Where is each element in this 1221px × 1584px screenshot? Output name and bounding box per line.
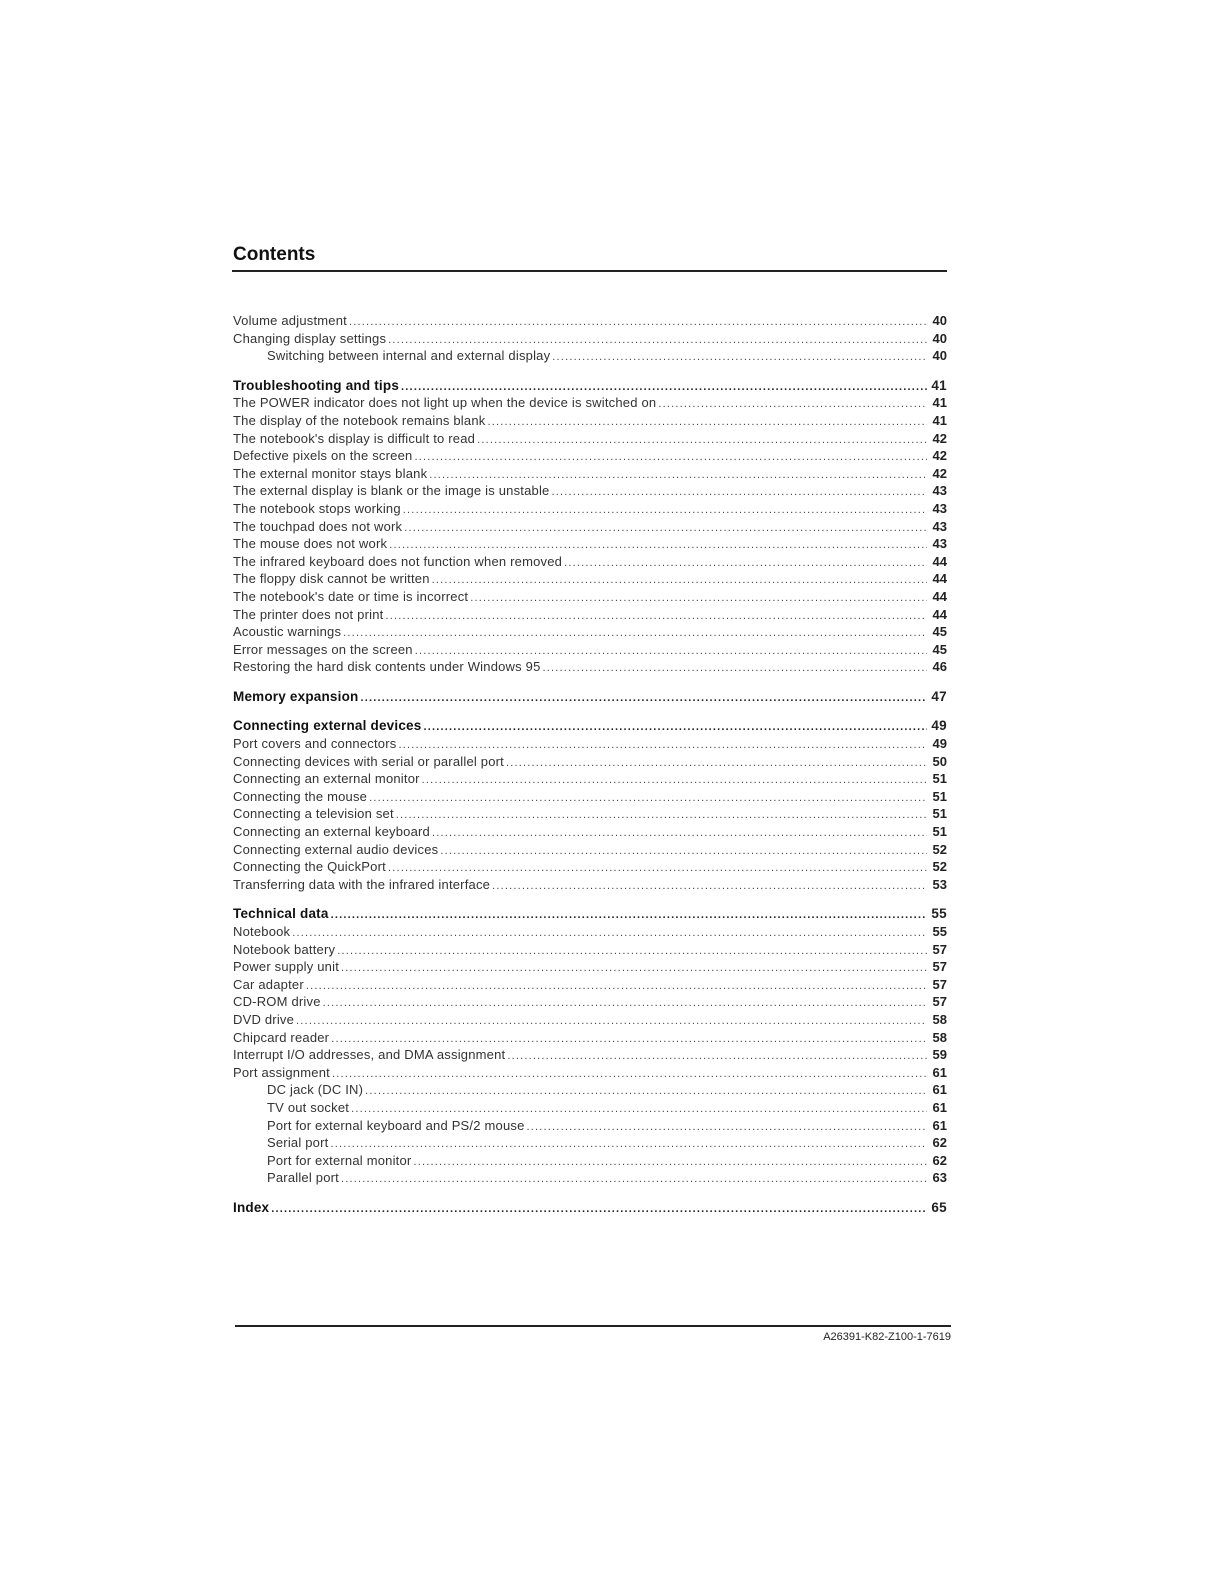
toc-entry-label: The mouse does not work	[233, 536, 388, 552]
dot-leader	[360, 690, 927, 708]
toc-entry-label: Connecting devices with serial or parallel port	[233, 753, 504, 769]
dot-leader	[432, 825, 927, 843]
table-of-contents	[233, 312, 947, 1217]
toc-page-number: 51	[932, 788, 947, 804]
toc-entry-label: Interrupt I/O addresses, and DMA assignment	[233, 1047, 506, 1063]
toc-section-entry[interactable]	[233, 1199, 947, 1217]
toc-entry-label: TV out socket	[267, 1099, 350, 1115]
dot-leader	[341, 1171, 927, 1189]
toc-entry-label: Error messages on the screen	[233, 641, 413, 657]
page-title: Contents	[233, 244, 316, 265]
toc-page-number: 40	[932, 348, 947, 364]
toc-entry-label: The infrared keyboard does not function when removed	[233, 553, 563, 569]
toc-page-number: 61	[932, 1082, 947, 1098]
toc-entry[interactable]	[233, 1134, 947, 1152]
dot-leader	[323, 995, 927, 1013]
toc-page-number: 41	[931, 377, 947, 393]
toc-page-number: 44	[932, 571, 947, 587]
toc-entry[interactable]	[233, 841, 947, 859]
dot-leader	[337, 943, 927, 961]
dot-leader	[543, 660, 927, 678]
toc-entry[interactable]	[233, 958, 947, 976]
toc-page-number: 59	[932, 1047, 947, 1063]
toc-page-number: 46	[932, 659, 947, 675]
dot-leader	[369, 790, 927, 808]
toc-page-number: 43	[932, 536, 947, 552]
toc-entry-label: The notebook's date or time is incorrect	[233, 588, 469, 604]
toc-page-number: 53	[932, 876, 947, 892]
toc-entry[interactable]	[233, 1152, 947, 1170]
toc-entry-label: Car adapter	[233, 976, 304, 992]
toc-entry[interactable]	[233, 1169, 947, 1187]
toc-page-number: 61	[932, 1064, 947, 1080]
toc-entry[interactable]	[233, 394, 947, 412]
toc-page-number: 49	[931, 718, 947, 734]
toc-page-number: 45	[932, 641, 947, 657]
dot-leader	[432, 572, 927, 590]
dot-leader	[306, 978, 927, 996]
document-code: A26391-K82-Z100-1-7619	[823, 1331, 951, 1343]
dot-leader	[349, 314, 927, 332]
toc-entry-label: Parallel port	[267, 1170, 339, 1186]
toc-entry[interactable]	[233, 993, 947, 1011]
toc-page-number: 44	[932, 588, 947, 604]
toc-entry-label: Defective pixels on the screen	[233, 448, 413, 464]
dot-leader	[330, 1136, 927, 1154]
toc-entry-label: Connecting an external keyboard	[233, 824, 430, 840]
dot-leader	[552, 349, 927, 367]
dot-leader	[470, 590, 927, 608]
toc-entry[interactable]	[233, 447, 947, 465]
toc-page-number: 40	[932, 313, 947, 328]
dot-leader	[506, 755, 927, 773]
toc-page-number: 42	[932, 430, 947, 446]
toc-entry[interactable]	[233, 1081, 947, 1099]
toc-entry-label: The floppy disk cannot be written	[233, 571, 430, 587]
toc-entry-label: The external monitor stays blank	[233, 465, 428, 481]
dot-leader	[477, 432, 927, 450]
toc-entry[interactable]	[233, 312, 947, 330]
toc-page-number: 42	[932, 448, 947, 464]
toc-entry[interactable]	[233, 1029, 947, 1047]
toc-entry-label: The display of the notebook remains blank	[233, 412, 486, 428]
toc-entry[interactable]	[233, 823, 947, 841]
toc-entry[interactable]	[233, 658, 947, 676]
toc-page-number: 57	[932, 976, 947, 992]
toc-entry[interactable]	[233, 1046, 947, 1064]
footer-rule	[235, 1325, 951, 1327]
header-rule	[232, 270, 947, 272]
dot-leader	[292, 925, 927, 943]
dot-leader	[296, 1013, 927, 1031]
dot-leader	[413, 1154, 927, 1172]
toc-entry[interactable]	[233, 347, 947, 365]
toc-page-number: 62	[932, 1135, 947, 1151]
toc-page-number: 43	[932, 500, 947, 516]
toc-entry[interactable]	[233, 1099, 947, 1117]
dot-leader	[527, 1119, 927, 1137]
toc-section-entry[interactable]	[233, 905, 947, 923]
dot-leader	[332, 1066, 927, 1084]
toc-entry[interactable]	[233, 482, 947, 500]
toc-entry[interactable]	[233, 623, 947, 641]
dot-leader	[385, 608, 927, 626]
toc-page-number: 45	[932, 624, 947, 640]
toc-entry[interactable]	[233, 858, 947, 876]
toc-entry[interactable]	[233, 941, 947, 959]
toc-entry[interactable]	[233, 500, 947, 518]
toc-entry-label: The POWER indicator does not light up when the device is switched on	[233, 395, 657, 411]
toc-page-number: 40	[932, 330, 947, 346]
dot-leader	[365, 1083, 927, 1101]
toc-entry-label: Notebook	[233, 924, 291, 939]
toc-entry[interactable]	[233, 606, 947, 624]
toc-page-number: 61	[932, 1099, 947, 1115]
dot-leader	[341, 960, 927, 978]
dot-leader	[404, 520, 927, 538]
toc-entry[interactable]	[233, 518, 947, 536]
toc-entry-label: Connecting an external monitor	[233, 771, 420, 787]
toc-page-number: 58	[932, 1011, 947, 1027]
dot-leader	[271, 1201, 927, 1219]
toc-entry-label: DVD drive	[233, 1011, 295, 1027]
toc-page-number: 41	[932, 395, 947, 411]
toc-entry[interactable]	[233, 753, 947, 771]
toc-page-number: 63	[932, 1170, 947, 1186]
toc-page-number: 65	[931, 1199, 947, 1215]
toc-entry[interactable]	[233, 770, 947, 788]
toc-entry-label: Port assignment	[233, 1064, 330, 1080]
toc-entry-label: Power supply unit	[233, 959, 340, 975]
dot-leader	[492, 878, 927, 896]
toc-page-number: 52	[932, 859, 947, 875]
toc-page-number: 42	[932, 465, 947, 481]
dot-leader	[414, 449, 927, 467]
toc-page-number: 44	[932, 606, 947, 622]
toc-entry[interactable]	[233, 805, 947, 823]
dot-leader	[403, 502, 927, 520]
toc-entry-label: The notebook's display is difficult to read	[233, 430, 476, 446]
toc-entry-label: Volume adjustment	[233, 313, 347, 328]
dot-leader	[487, 414, 927, 432]
toc-page-number: 49	[932, 736, 947, 752]
toc-section-entry[interactable]	[233, 377, 947, 395]
dot-leader	[343, 625, 927, 643]
toc-entry-label: Index	[233, 1199, 270, 1215]
dot-leader	[396, 807, 927, 825]
dot-leader	[423, 719, 927, 737]
toc-page-number: 58	[932, 1029, 947, 1045]
toc-page-number: 57	[932, 994, 947, 1010]
toc-entry[interactable]	[233, 876, 947, 894]
toc-entry-label: Connecting the mouse	[233, 788, 368, 804]
dot-leader	[440, 843, 927, 861]
toc-page-number: 57	[932, 941, 947, 957]
dot-leader	[422, 772, 927, 790]
toc-entry[interactable]	[233, 412, 947, 430]
toc-entry-label: Connecting the QuickPort	[233, 859, 386, 875]
toc-page-number: 50	[932, 753, 947, 769]
toc-entry-label: Switching between internal and external display	[267, 348, 551, 364]
dot-leader	[331, 907, 927, 925]
toc-section-entry[interactable]	[233, 688, 947, 706]
toc-entry[interactable]	[233, 553, 947, 571]
toc-entry[interactable]	[233, 465, 947, 483]
toc-entry-label: DC jack (DC IN)	[267, 1082, 364, 1098]
toc-entry-label: The printer does not print	[233, 606, 384, 622]
toc-entry[interactable]	[233, 1117, 947, 1135]
toc-page-number: 51	[932, 824, 947, 840]
toc-entry-label: Memory expansion	[233, 688, 359, 704]
toc-entry[interactable]	[233, 535, 947, 553]
toc-entry-label: The external display is blank or the image is unstable	[233, 483, 550, 499]
toc-entry-label: Acoustic warnings	[233, 624, 342, 640]
dot-leader	[564, 555, 927, 573]
toc-page-number: 57	[932, 959, 947, 975]
toc-page-number: 51	[932, 771, 947, 787]
toc-entry-label: Port covers and connectors	[233, 736, 397, 752]
toc-entry[interactable]	[233, 976, 947, 994]
toc-page-number: 55	[932, 924, 947, 939]
toc-entry-label: The touchpad does not work	[233, 518, 403, 534]
toc-entry-label: Notebook battery	[233, 941, 336, 957]
toc-entry[interactable]	[233, 1011, 947, 1029]
toc-entry-label: Troubleshooting and tips	[233, 377, 400, 393]
toc-page-number: 52	[932, 841, 947, 857]
dot-leader	[551, 484, 927, 502]
toc-page-number: 47	[931, 688, 947, 704]
toc-entry-label: Connecting a television set	[233, 806, 394, 822]
toc-entry[interactable]	[233, 641, 947, 659]
toc-entry[interactable]	[233, 570, 947, 588]
toc-entry-label: Technical data	[233, 906, 329, 922]
toc-page-number: 43	[932, 483, 947, 499]
toc-entry[interactable]	[233, 1064, 947, 1082]
dot-leader	[658, 396, 927, 414]
toc-section-entry[interactable]	[233, 717, 947, 735]
toc-page-number: 55	[931, 906, 947, 922]
toc-entry-label: Restoring the hard disk contents under Windows 95	[233, 659, 541, 675]
toc-entry-label: Connecting external audio devices	[233, 841, 439, 857]
toc-page-number: 61	[932, 1117, 947, 1133]
toc-entry[interactable]	[233, 430, 947, 448]
toc-entry-label: Connecting external devices	[233, 718, 422, 734]
toc-entry[interactable]	[233, 588, 947, 606]
toc-entry[interactable]	[233, 735, 947, 753]
dot-leader	[507, 1048, 927, 1066]
toc-entry-label: Transferring data with the infrared interface	[233, 876, 491, 892]
toc-entry-label: Changing display settings	[233, 330, 387, 346]
toc-entry-label: The notebook stops working	[233, 500, 401, 516]
toc-page-number: 62	[932, 1152, 947, 1168]
toc-entry[interactable]	[233, 788, 947, 806]
toc-entry-label: Port for external keyboard and PS/2 mouse	[267, 1117, 525, 1133]
toc-entry-label: CD-ROM drive	[233, 994, 321, 1010]
toc-entry[interactable]	[233, 923, 947, 941]
toc-entry[interactable]	[233, 330, 947, 348]
toc-entry-label: Chipcard reader	[233, 1029, 330, 1045]
toc-page-number: 43	[932, 518, 947, 534]
toc-entry-label: Serial port	[267, 1135, 329, 1151]
toc-page-number: 41	[932, 412, 947, 428]
toc-page-number: 44	[932, 553, 947, 569]
toc-entry-label: Port for external monitor	[267, 1152, 412, 1168]
toc-page-number: 51	[932, 806, 947, 822]
